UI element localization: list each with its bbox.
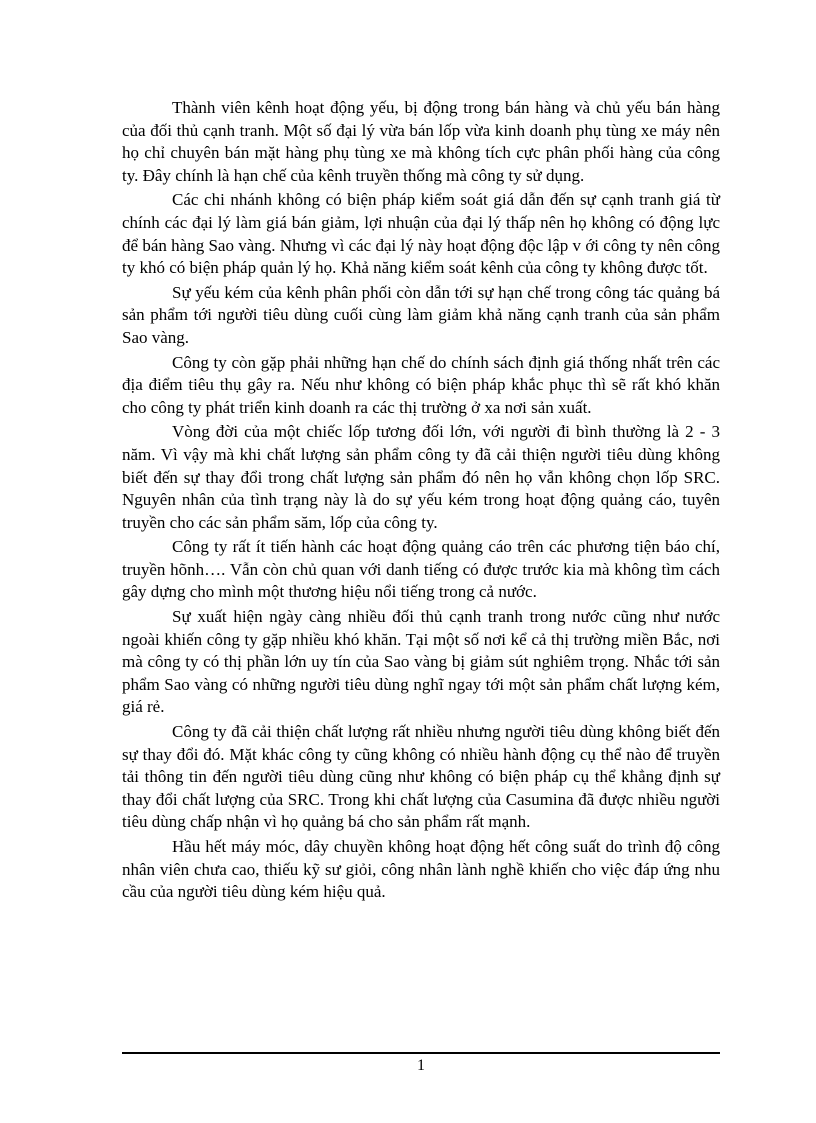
paragraph-3: Sự yếu kém của kênh phân phối còn dẫn tới sự hạn chế trong công tác quảng bá sản phẩm tới người tiêu dùng cuối cùng làm giảm khả năng cạnh tranh của sản phẩm Sao vàng.: [122, 282, 720, 347]
page-number: 1: [417, 1057, 425, 1074]
paragraph-4: Công ty còn gặp phải những hạn chế do chính sách định giá thống nhất trên các địa điểm tiêu thụ gây ra. Nếu như không có biện pháp khắc phục thì sẽ rất khó khăn cho công ty phát triển kinh doanh ra các thị trường ở xa nơi sản xuất.: [122, 352, 720, 417]
document-body: [122, 97, 720, 906]
paragraph-7: Sự xuất hiện ngày càng nhiều đối thủ cạnh tranh trong nước cũng như nước ngoài khiến công ty gặp nhiều khó khăn. Tại một số nơi kể cả thị trường miền Bắc, nơi mà công ty có thị phần lớn uy tín của Sao vàng bị giảm sút nghiêm trọng. Nhắc tới sản phẩm Sao vàng có những người tiêu dùng nghĩ ngay tới một sản phẩm chất lượng kém, giá rẻ.: [122, 607, 720, 717]
paragraph-5: Vòng đời của một chiếc lốp tương đối lớn, với người đi bình thường là 2 - 3 năm. Vì vậy mà khi chất lượng sản phẩm công ty đã cải thiện người tiêu dùng không biết đến sự thay đổi trong chất lượng sản phẩm đó nên họ vẫn không chọn lốp SRC. Nguyên nhân của tình trạng này là do sự yếu kém trong hoạt động quảng cáo, tuyên truyền cho các sản phẩm săm, lốp của công ty.: [122, 422, 720, 532]
paragraph-9: Hầu hết máy móc, dây chuyền không hoạt động hết công suất do trình độ công nhân viên chưa cao, thiếu kỹ sư giỏi, công nhân lành nghề khiến cho việc đáp ứng nhu cầu của người tiêu dùng kém hiệu quả.: [122, 837, 720, 902]
paragraph-6: Công ty rất ít tiến hành các hoạt động quảng cáo trên các phương tiện báo chí, truyền hõnh…. Vẫn còn chủ quan với danh tiếng có được trước kia mà không tìm cách gây dựng cho mình một thương hiệu nổi tiếng trong cả nước.: [122, 537, 720, 602]
paragraph-2: Các chi nhánh không có biện pháp kiểm soát giá dẫn đến sự cạnh tranh giá từ chính các đại lý làm giá bán giảm, lợi nhuận của đại lý thấp nên họ không có động lực để bán hàng Sao vàng. Nhưng vì các đại lý này hoạt động độc lập v ới công ty nên công ty khó có biện pháp quản lý họ. Khả năng kiểm soát kênh của công ty không được tốt.: [122, 190, 720, 278]
paragraph-8: Công ty đã cải thiện chất lượng rất nhiều nhưng người tiêu dùng không biết đến sự thay đổi đó. Mặt khác công ty cũng không có nhiều hành động cụ thể nào để truyền tải thông tin đến người tiêu dùng cũng như không có biện pháp cụ thể khẳng định sự thay đổi chất lượng của SRC. Trong khi chất lượng của Casumina đã được nhiều người tiêu dùng chấp nhận vì họ quảng bá cho sản phẩm rất mạnh.: [122, 722, 720, 832]
footer-divider: [122, 1052, 720, 1054]
paragraph-1: Thành viên kênh hoạt động yếu, bị động trong bán hàng và chủ yếu bán hàng của đối thủ cạnh tranh. Một số đại lý vừa bán lốp vừa kinh doanh phụ tùng xe máy nên họ chỉ chuyên bán mặt hàng phụ tùng xe mà không tích cực phân phối hàng của công ty. Đây chính là hạn chế của kênh truyền thống mà công ty sử dụng.: [122, 98, 720, 185]
